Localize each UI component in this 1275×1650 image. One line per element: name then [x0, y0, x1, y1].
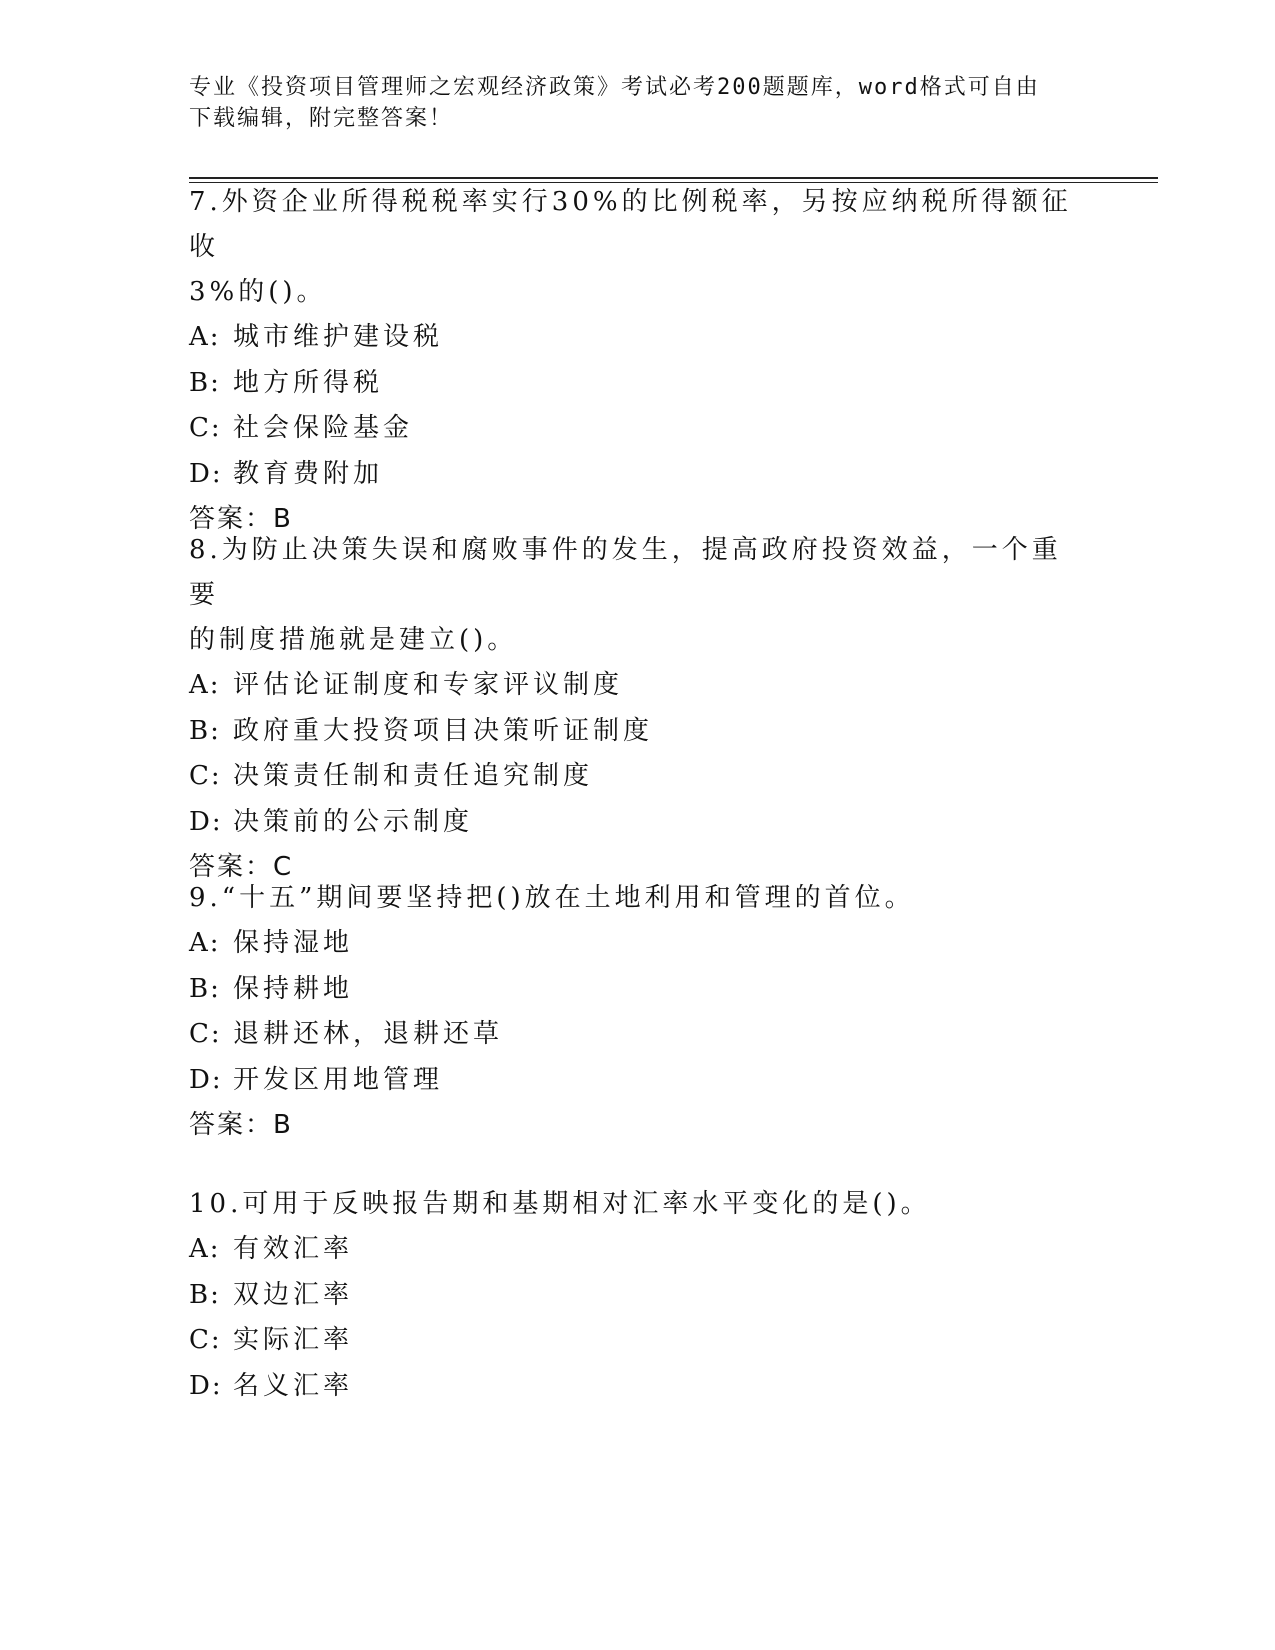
- option-b: [189, 709, 1089, 755]
- option-text: 保持湿地: [233, 928, 354, 958]
- option-c: [189, 754, 1089, 800]
- option-letter: C:: [189, 761, 222, 791]
- option-a: [189, 1227, 1089, 1273]
- option-text: 双边汇率: [233, 1279, 354, 1310]
- answer: 答案：B: [189, 1110, 293, 1140]
- answer: 答案：B: [189, 504, 293, 534]
- option-letter: C:: [189, 1325, 222, 1355]
- option-letter: D:: [189, 806, 223, 837]
- option-text: 社会保险基金: [233, 413, 414, 443]
- question-8: [189, 528, 1089, 889]
- option-letter: B:: [189, 1279, 221, 1310]
- question-10: [189, 1182, 1089, 1409]
- answer: 答案：C: [189, 852, 294, 882]
- option-text: 决策责任制和责任追究制度: [233, 761, 594, 791]
- option-d: [189, 1058, 1089, 1104]
- option-a: [189, 921, 1089, 967]
- option-text: 退耕还林，退耕还草: [233, 1019, 504, 1049]
- option-text: 保持耕地: [233, 973, 354, 1004]
- option-letter: A:: [189, 322, 221, 352]
- header-line-1: 专业《投资项目管理师之宏观经济政策》考试必考200题题库，word格式可自由: [189, 75, 1040, 100]
- option-a: [189, 663, 1089, 709]
- option-d: [189, 452, 1089, 498]
- option-b: [189, 967, 1089, 1013]
- document-header: [189, 72, 1089, 134]
- question-7: [189, 180, 1089, 541]
- option-text: 评估论证制度和专家评议制度: [233, 670, 624, 700]
- option-letter: A:: [189, 928, 221, 958]
- header-divider: [189, 177, 1158, 179]
- option-letter: A:: [189, 1234, 221, 1264]
- option-text: 有效汇率: [233, 1234, 354, 1264]
- option-text: 教育费附加: [233, 458, 384, 489]
- option-text: 政府重大投资项目决策听证制度: [233, 715, 654, 746]
- option-c: [189, 1012, 1089, 1058]
- option-text: 开发区用地管理: [233, 1064, 444, 1095]
- question-stem-cont: 的制度措施就是建立()。: [189, 625, 518, 655]
- option-text: 实际汇率: [233, 1325, 354, 1355]
- option-d: [189, 1364, 1089, 1410]
- option-b: [189, 1273, 1089, 1319]
- option-text: 决策前的公示制度: [233, 806, 474, 837]
- option-letter: D:: [189, 458, 223, 489]
- option-a: [189, 315, 1089, 361]
- option-d: [189, 800, 1089, 846]
- option-letter: C:: [189, 413, 222, 443]
- option-letter: A:: [189, 670, 221, 700]
- option-letter: B:: [189, 715, 221, 746]
- option-letter: B:: [189, 973, 221, 1004]
- question-stem: 8.为防止决策失误和腐败事件的发生，提高政府投资效益，一个重要: [189, 535, 1062, 610]
- option-text: 城市维护建设税: [233, 322, 444, 352]
- question-9: [189, 876, 1089, 1147]
- question-stem-cont: 3%的()。: [189, 277, 327, 307]
- option-c: [189, 406, 1089, 452]
- option-letter: B:: [189, 367, 221, 398]
- option-text: 名义汇率: [233, 1370, 354, 1401]
- option-letter: D:: [189, 1370, 223, 1401]
- header-line-2: 下载编辑，附完整答案！: [189, 106, 454, 131]
- option-b: [189, 361, 1089, 407]
- question-stem: 9.“十五”期间要坚持把()放在土地利用和管理的首位。: [189, 883, 915, 913]
- option-letter: C:: [189, 1019, 222, 1049]
- option-text: 地方所得税: [233, 367, 384, 398]
- option-c: [189, 1318, 1089, 1364]
- question-stem: 7.外资企业所得税税率实行30%的比例税率，另按应纳税所得额征收: [189, 187, 1072, 262]
- question-stem: 10.可用于反映报告期和基期相对汇率水平变化的是()。: [189, 1189, 931, 1219]
- option-letter: D:: [189, 1064, 223, 1095]
